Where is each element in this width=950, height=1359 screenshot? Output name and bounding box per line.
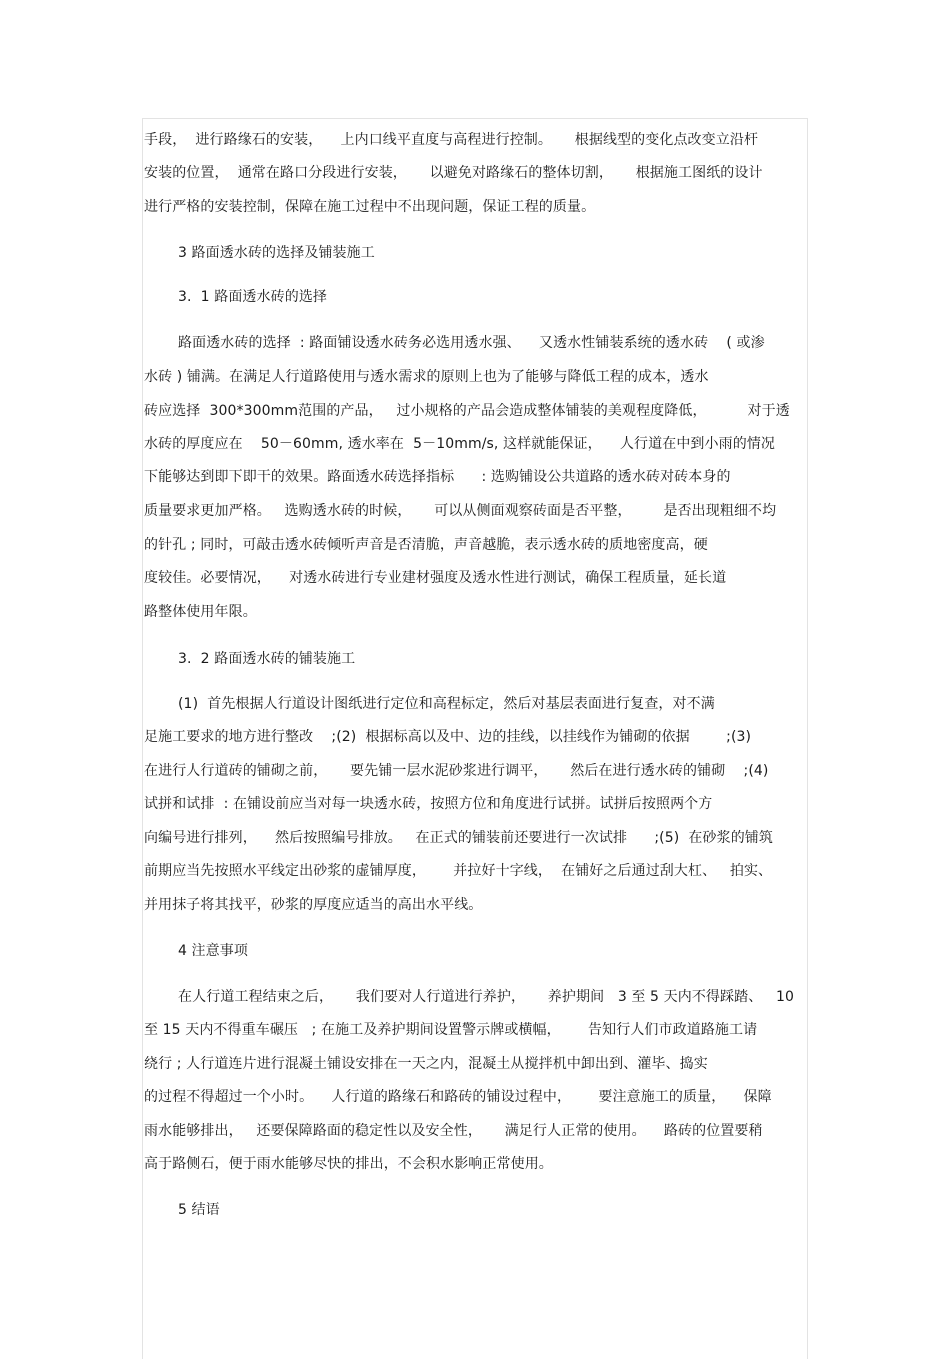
paragraph-line: 路整体使用年限。 [144,604,257,620]
subsection-heading: 3. 2 路面透水砖的铺装施工 [178,651,356,667]
paragraph-line: 至 15 天内不得重车碾压 ; 在施工及养护期间设置警示牌或横幅， 告知行人们市政道路施工请 [144,1022,758,1038]
paragraph-line: 水砖 ) 铺满。在满足人行道路使用与透水需求的原则上也为了能够与降低工程的成本，透水 [144,369,709,385]
paragraph-line: 绕行 ; 人行道连片进行混凝土铺设安排在一天之内，混凝土从搅拌机中卸出到、灌毕、捣实 [144,1056,708,1072]
paragraph-line: 的过程不得超过一个小时。 人行道的路缘石和路砖的铺设过程中， 要注意施工的质量， 保障 [144,1089,772,1105]
paragraph-line: 手段， 进行路缘石的安装， 上内口线平直度与高程进行控制。 根据线型的变化点改变立沿杆 [144,132,759,148]
paragraph-line: 路面透水砖的选择 : 路面铺设透水砖务必选用透水强、 又透水性铺装系统的透水砖 ( 或渗 [178,335,765,351]
paragraph-line: 雨水能够排出， 还要保障路面的稳定性以及安全性， 满足行人正常的使用。 路砖的位置要稍 [144,1123,763,1139]
paragraph-line: 前期应当先按照水平线定出砂浆的虚铺厚度， 并拉好十字线， 在铺好之后通过刮大杠、 拍实、 [144,863,773,879]
paragraph-line: 水砖的厚度应在 50－60mm, 透水率在 5－10mm/s, 这样就能保证， 人行道在中到小雨的情况 [144,436,776,452]
paragraph-line: 的针孔 ; 同时，可敲击透水砖倾听声音是否清脆，声音越脆，表示透水砖的质地密度高，硬 [144,537,708,553]
paragraph-line: 在进行人行道砖的铺砌之前， 要先铺一层水泥砂浆进行调平， 然后在进行透水砖的铺砌 ;(4) [144,763,769,779]
paragraph-line: 进行严格的安装控制，保障在施工过程中不出现问题，保证工程的质量。 [144,199,596,215]
subsection-heading: 3. 1 路面透水砖的选择 [178,289,328,305]
paragraph-line: 高于路侧石，便于雨水能够尽快的排出，不会积水影响正常使用。 [144,1156,553,1172]
paragraph-line: 在人行道工程结束之后， 我们要对人行道进行养护， 养护期间 3 至 5 天内不得踩踏、 10 [178,989,794,1005]
paragraph-line: 并用抹子将其找平，砂浆的厚度应适当的高出水平线。 [144,897,483,913]
paragraph-line: 砖应选择 300*300mm范围的产品， 过小规格的产品会造成整体铺装的美观程度降低， 对于透 [144,403,790,419]
section-heading: 4 注意事项 [178,943,248,959]
paragraph-line: (1) 首先根据人行道设计图纸进行定位和高程标定，然后对基层表面进行复查，对不满 [178,696,715,712]
paragraph-line: 下能够达到即下即干的效果。路面透水砖选择指标 : 选购铺设公共道路的透水砖对砖本身的 [144,469,731,485]
paragraph-line: 向编号进行排列， 然后按照编号排放。 在正式的铺装前还要进行一次试排 ;(5) 在砂浆的铺筑 [144,830,773,846]
section-heading: 5 结语 [178,1202,220,1218]
section-heading: 3 路面透水砖的选择及铺装施工 [178,245,375,261]
paragraph-line: 质量要求更加严格。 选购透水砖的时候， 可以从侧面观察砖面是否平整， 是否出现粗细不均 [144,503,777,519]
paragraph-line: 试拼和试排 : 在铺设前应当对每一块透水砖，按照方位和角度进行试拼。试拼后按照两个方 [144,796,713,812]
paragraph-line: 安装的位置， 通常在路口分段进行安装， 以避免对路缘石的整体切割， 根据施工图纸的设计 [144,165,763,181]
paragraph-line: 足施工要求的地方进行整改 ;(2) 根据标高以及中、边的挂线，以挂线作为铺砌的依据 ;(3) [144,729,752,745]
paragraph-line: 度较佳。必要情况， 对透水砖进行专业建材强度及透水性进行测试，确保工程质量，延长道 [144,570,727,586]
